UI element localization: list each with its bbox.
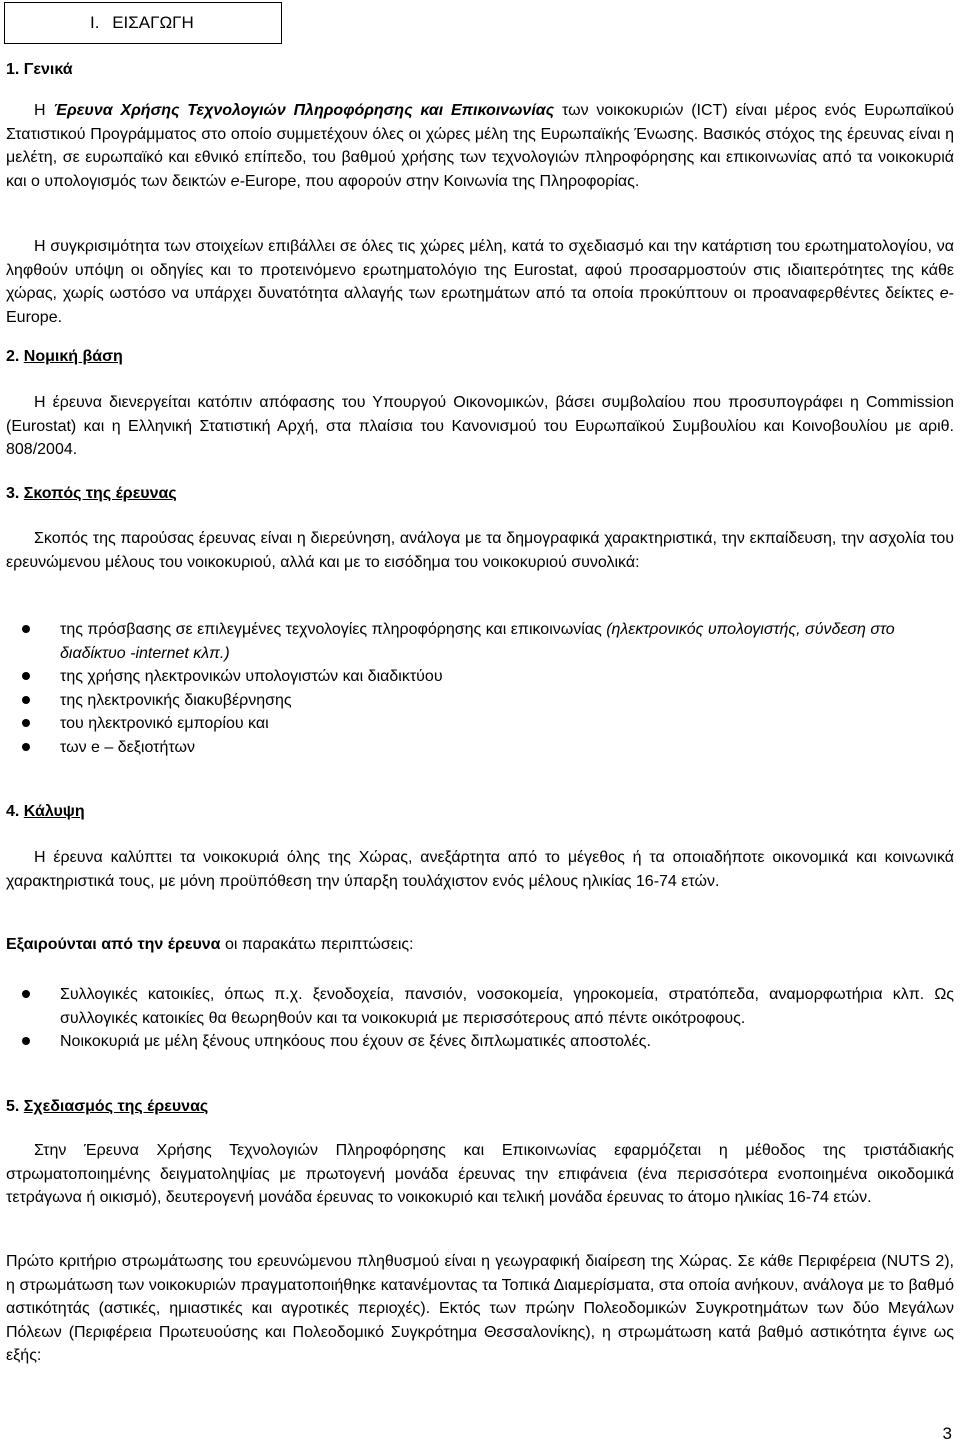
bullet-dot-icon [22, 672, 30, 680]
coverage-paragraph: Η έρευνα καλύπτει τα νοικοκυριά όλης της Χώρας, ανεξάρτητα από το μέγεθος ή τα οποιαδήποτε οικονομικά και κοινωνικά χαρακτηριστικά τους, με μόνη προϋπόθεση την ύπαρξη τουλάχιστον ενός μέλους ηλικίας 16-74 ετών. [6, 849, 954, 890]
heading-general: 1. Γενικά [6, 61, 73, 78]
exclusions-intro [6, 933, 954, 957]
legal-paragraph: Η έρευνα διενεργείται κατόπιν απόφασης του Υπουργού Οικονομικών, βάσει συμβολαίου που προσυπογράφει η Commission (Eurostat) και η Ελληνική Στατιστική Αρχή, στα πλαίσια του Κανονισμού του Ευρωπαϊκού Συμβουλίου και Κοινοβουλίου με αριθ. 808/2004. [6, 394, 954, 459]
general-paragraph-1 [6, 99, 954, 193]
chapter-number: I. [90, 13, 100, 32]
chapter-title: ΕΙΣΑΓΩΓΗ [112, 13, 194, 32]
heading-legal [6, 347, 123, 367]
design-paragraph-2: Πρώτο κριτήριο στρωμάτωσης του ερευνώμενου πληθυσμού είναι η γεωγραφική διαίρεση της Χώρας. Σε κάθε Περιφέρεια (NUTS 2), η στρωμάτωση των νοικοκυριών πραγματοποιήθηκε κατανέμοντας τα Τοπικά Διαμερίσματα, στα οποία ανήκουν, ανάλογα με το βαθμό αστικότητάς (αστικές, ημιαστικές και αγροτικές περιοχές). Εκτός των πρώην Πολεοδομικών Συγκροτημάτων των δύο Μεγάλων Πόλεων (Περιφέρεια Πρωτευούσης και Πολεοδομικό Συγκρότημα Θεσσαλονίκης), η στρωμάτωση κατά βαθμό αστικότητα έγινε ως εξής: [6, 1253, 954, 1365]
p2-body: Η συγκρισιμότητα των στοιχείων επιβάλλει σε όλες τις χώρες μέλη, κατά το σχεδιασμό και την κατάρτιση του ερωτηματολογίου, να ληφθούν υπόψη οι οδηγίες και το προτεινόμενο ερωτηματολόγιο της Eurostat, αφού προσαρμοστούν στις ιδιαιτερότητες της κάθε χώρας, χωρίς ωστόσο να υπάρχει δυνατότητα αλλαγής των ερωτημάτων από τα οποία προκύπτουν οι προαναφερθέντες δείκτες [6, 238, 954, 303]
bullet-dot-icon [22, 696, 30, 704]
survey-title: Έρευνα Χρήσης Τεχνολογιών Πληροφόρησης και Επικοινωνίας [53, 102, 555, 119]
bullet-dot-icon [22, 743, 30, 751]
list-item [22, 689, 954, 713]
list-item [22, 736, 954, 760]
bullet-dot-icon [22, 625, 30, 633]
p1-lead: Η [34, 102, 54, 119]
exclusions-bold: Εξαιρούνται από την έρευνα [6, 936, 221, 953]
bullet-text: της χρήσης ηλεκτρονικών υπολογιστών και διαδικτύου [60, 668, 443, 686]
page-number: 3 [942, 1424, 952, 1443]
p1-e-prefix: e- [230, 172, 245, 190]
exclusions-rest: οι παρακάτω περιπτώσεις: [220, 936, 414, 953]
bullet-dot-icon [22, 1037, 30, 1045]
p2-e-prefix: e [939, 285, 949, 303]
heading-design-number: 5. [6, 1098, 24, 1115]
p1-end: Europe, που αφορούν στην Κοινωνία της Πληροφορίας. [244, 172, 640, 190]
bullet-text: Νοικοκυριά με μέλη ξένους υπηκόους που έχουν σε ξένες διπλωματικές αποστολές. [60, 1033, 651, 1051]
heading-legal-text: Νομική βάση [23, 348, 123, 365]
purpose-bullet-list [22, 618, 954, 760]
p1-body: των νοικοκυριών (ICT) είναι μέρος ενός Ευρωπαϊκού Στατιστικού Προγράμματος στο οποίο συμμετέχουν όλες οι χώρες μέλη της Ευρωπαϊκής Ένωσης. Βασικός στόχος της έρευνας είναι η μελέτη, σε ευρωπαϊκό και εθνικό επίπεδο, του βαθμού χρήσης των τεχνολογιών πληροφόρησης και επικοινωνίας από τα νοικοκυριά και ο υπολογισμός των δεικτών [6, 102, 955, 190]
design-paragraph-1: Στην Έρευνα Χρήσης Τεχνολογιών Πληροφόρησης και Επικοινωνίας εφαρμόζεται η μέθοδος της τριστάδιακής στρωματοποιημένης δειγματοληψίας με πρωτογενή μονάδα έρευνας την επιφάνεια (ένα περισσότερα ενοποιημένα οικοδομικά τετράγωνα ή οικισμό), δευτερογενή μονάδα έρευνας το νοικοκυριό και τελική μονάδα έρευνας το άτομο ηλικίας 16-74 ετών. [6, 1142, 954, 1207]
bullet-text: των e – δεξιοτήτων [60, 738, 195, 756]
bullet-text: της ηλεκτρονικής διακυβέρνησης [60, 691, 292, 709]
bullet-text: Συλλογικές κατοικίες, όπως π.χ. ξενοδοχεία, πανσιόν, νοσοκομεία, γηροκομεία, στρατόπεδα, αναμορφωτήρια κλπ. Ως συλλογικές κατοικίες θα θεωρηθούν και τα νοικοκυριά με περισσότερους από πέντε οικότροφους. [60, 986, 954, 1027]
heading-purpose-text: Σκοπός της έρευνας [23, 485, 177, 502]
heading-coverage [6, 802, 85, 822]
heading-purpose-number: 3. [6, 485, 24, 502]
heading-purpose [6, 484, 177, 504]
bullet-dot-icon [22, 719, 30, 727]
bullet-dot-icon [22, 990, 30, 998]
bullet-text: της πρόσβασης σε επιλεγμένες τεχνολογίες πληροφόρησης και επικοινωνίας [60, 621, 607, 638]
heading-coverage-number: 4. [6, 803, 24, 820]
heading-coverage-text: Κάλυψη [23, 803, 85, 820]
general-paragraph-2 [6, 235, 954, 329]
heading-design [6, 1097, 208, 1117]
list-item [22, 712, 954, 736]
list-item [22, 665, 954, 689]
chapter-title-box [4, 2, 282, 44]
heading-legal-number: 2. [6, 348, 24, 365]
list-item [22, 1030, 954, 1054]
bullet-italic-text: (ηλεκτρονικός υπολογιστής, σύνδεση στο διαδίκτυο -internet κλπ.) [60, 621, 895, 662]
bullet-text: του ηλεκτρονικό εμπορίου και [60, 715, 269, 733]
purpose-paragraph: Σκοπός της παρούσας έρευνας είναι η διερεύνηση, ανάλογα με τα δημογραφικά χαρακτηριστικά, την εκπαίδευση, την ασχολία του ερευνώμενου μέλους του νοικοκυριού, αλλά και με το εισόδημα του νοικοκυριού συνολικά: [6, 530, 954, 571]
list-item [22, 618, 954, 665]
heading-design-text: Σχεδιασμός της έρευνας [23, 1098, 209, 1115]
list-item [22, 983, 954, 1030]
p2-end: -Europe. [6, 285, 954, 326]
exclusions-bullet-list [22, 983, 954, 1054]
